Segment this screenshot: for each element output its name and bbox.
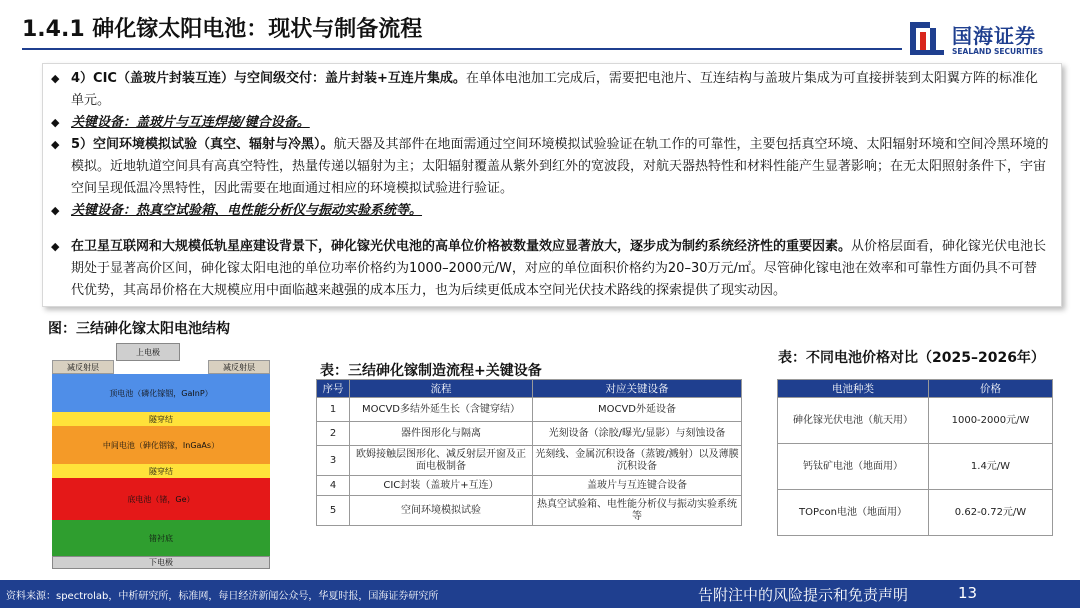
process-table: [316, 379, 742, 526]
table-row: [778, 398, 1053, 444]
table-row: [317, 496, 742, 526]
table-row: [778, 444, 1053, 490]
paragraph-cic-lead: 4）CIC（盖玻片封装互连）与空间级交付：盖片封装+互连片集成。: [71, 71, 466, 86]
paragraph-space-test: [51, 134, 1049, 200]
cell-step: 空间环境模拟试验: [350, 496, 533, 526]
cell-equipment: 热真空试验箱、电性能分析仪与振动实验系统等: [533, 496, 742, 526]
tunnel-junction-1: [52, 412, 270, 426]
cell-no: 2: [317, 422, 350, 446]
paragraph-key-equipment-2: [51, 200, 1049, 222]
cell-step: CIC封装（盖玻片+互连）: [350, 476, 533, 496]
footer-disclaimer: 告附注中的风险提示和免责声明: [698, 586, 909, 604]
tunnel-2-label: 隧穿结: [149, 466, 173, 476]
bottom-electrode-layer: [52, 556, 270, 569]
process-header-no: 序号: [317, 380, 350, 398]
table-row: [317, 446, 742, 476]
footer: [0, 580, 1080, 608]
figure-label: 图：三结砷化镓太阳电池结构: [48, 321, 230, 337]
bottom-electrode-label: 下电极: [149, 558, 173, 567]
ar-right-label: 减反射层: [223, 362, 255, 372]
header-rule: [22, 48, 902, 50]
substrate-layer: [52, 520, 270, 556]
key-equipment-1: 关键设备：盖玻片与互连焊接/键合设备。: [71, 115, 310, 130]
paragraph-price: [51, 236, 1049, 302]
cell-no: 1: [317, 398, 350, 422]
page-number: 13: [958, 584, 978, 602]
cell-price: 1.4元/W: [929, 444, 1053, 490]
logo-en-text: SEALAND SECURITIES: [952, 47, 1044, 56]
bottom-cell-layer: [52, 478, 270, 520]
bottom-cell-label: 底电池（锗，Ge）: [127, 494, 195, 504]
company-logo: [908, 20, 1058, 60]
tunnel-1-label: 隧穿结: [149, 414, 173, 424]
cell-cell-type: TOPcon电池（地面用）: [778, 490, 929, 536]
diamond-bullet-icon: ◆: [51, 72, 60, 85]
paragraph-price-body: 从价格层面看，砷化镓光伏电池长期处于显著高价区间，砷化镓太阳电池的单位功率价格约为1000–2000元/W，对应的单位面积价格约为20–30万元/㎡。尽管砷化镓电池在效率和可靠性方面仍具不可替代优势，其高昂价格在大规模应用中面临越来越强的成本压力，也为后续更低成本空间光伏技术路线的探索提供了现实动因。: [71, 239, 1047, 298]
cell-price: 1000-2000元/W: [929, 398, 1053, 444]
table-row: [317, 476, 742, 496]
top-electrode-layer: [116, 343, 180, 361]
key-equipment-2: 关键设备：热真空试验箱、电性能分析仪与振动实验系统等。: [71, 203, 423, 218]
summary-textbox: [42, 63, 1062, 307]
process-header-equipment: 对应关键设备: [533, 380, 742, 398]
diamond-bullet-icon: ◆: [51, 116, 60, 129]
paragraph-cic: [51, 68, 1049, 112]
table-row: [317, 422, 742, 446]
mid-cell-label: 中间电池（砷化铟镓，InGaAs）: [102, 440, 220, 450]
cell-equipment: 光刻设备（涂胶/曝光/显影）与刻蚀设备: [533, 422, 742, 446]
price-header-type: 电池种类: [778, 380, 929, 398]
ar-left-label: 减反射层: [67, 362, 99, 372]
cell-cell-type: 钙钛矿电池（地面用）: [778, 444, 929, 490]
paragraph-key-equipment-1: [51, 112, 1049, 134]
substrate-label: 锗衬底: [149, 533, 173, 543]
cell-no: 3: [317, 446, 350, 476]
paragraph-space-test-body: 航天器及其部件在地面需通过空间环境模拟试验验证在轨工作的可靠性，主要包括真空环境、太阳辐射环境和空间冷黑环境的模拟。近地轨道空间具有高真空特性，热量传递以辐射为主；太阳辐射覆盖从紫外到红外的宽波段，对航天器热特性和材料性能产生显著影响；在无太阳照射条件下，宇宙空间呈现低温冷黑特性，因此需要在地面通过相应的环境模拟试验进行验证。: [71, 137, 1049, 196]
cell-equipment: 光刻线、金属沉积设备（蒸镀/溅射）以及薄膜沉积设备: [533, 446, 742, 476]
top-electrode-label: 上电极: [136, 347, 160, 357]
paragraph-cic-body: 在单体电池加工完成后，需要把电池片、互连结构与盖玻片集成为可直接拼装到太阳翼方阵的标准化单元。: [71, 71, 1038, 108]
diamond-bullet-icon: ◆: [51, 138, 60, 151]
middle-cell-layer: [52, 426, 270, 464]
cell-step: 欧姆接触层图形化、减反射层开窗及正面电极制备: [350, 446, 533, 476]
cell-no: 5: [317, 496, 350, 526]
cell-step: 器件图形化与隔离: [350, 422, 533, 446]
process-header-step: 流程: [350, 380, 533, 398]
top-cell-layer: [52, 374, 270, 412]
cell-equipment: 盖玻片与互连键合设备: [533, 476, 742, 496]
cell-equipment: MOCVD外延设备: [533, 398, 742, 422]
cell-price: 0.62-0.72元/W: [929, 490, 1053, 536]
cell-no: 4: [317, 476, 350, 496]
diamond-bullet-icon: ◆: [51, 240, 60, 253]
cell-cell-type: 砷化镓光伏电池（航天用）: [778, 398, 929, 444]
price-table: [777, 379, 1053, 536]
process-table-label: 表：三结砷化镓制造流程+关键设备: [320, 363, 542, 379]
paragraph-space-test-lead: 5）空间环境模拟试验（真空、辐射与冷黑）。: [71, 137, 334, 152]
table-row: [778, 490, 1053, 536]
footer-source: 资料来源：spectrolab，中析研究所，标准网，每日经济新闻公众号，华夏时报，国海证券研究所: [6, 591, 439, 602]
top-cell-label: 顶电池（磷化镓铟，GaInP）: [109, 388, 213, 398]
ar-right-layer: [208, 360, 270, 374]
page-title: 1.4.1 砷化镓太阳电池：现状与制备流程: [22, 17, 423, 42]
ar-left-layer: [52, 360, 114, 374]
cell-structure-figure: [52, 343, 270, 569]
paragraph-price-lead: 在卫星互联网和大规模低轨星座建设背景下，砷化镓光伏电池的高单位价格被数量效应显著放大，逐步成为制约系统经济性的重要因素。: [71, 239, 852, 254]
tunnel-junction-2: [52, 464, 270, 478]
logo-cn-text: 国海证券: [952, 24, 1036, 48]
price-header-price: 价格: [929, 380, 1053, 398]
logo-mark-icon: [908, 20, 946, 58]
cell-step: MOCVD多结外延生长（含键穿结）: [350, 398, 533, 422]
price-table-label: 表：不同电池价格对比（2025–2026年）: [778, 350, 1045, 366]
diamond-bullet-icon: ◆: [51, 204, 60, 217]
table-row: [317, 398, 742, 422]
